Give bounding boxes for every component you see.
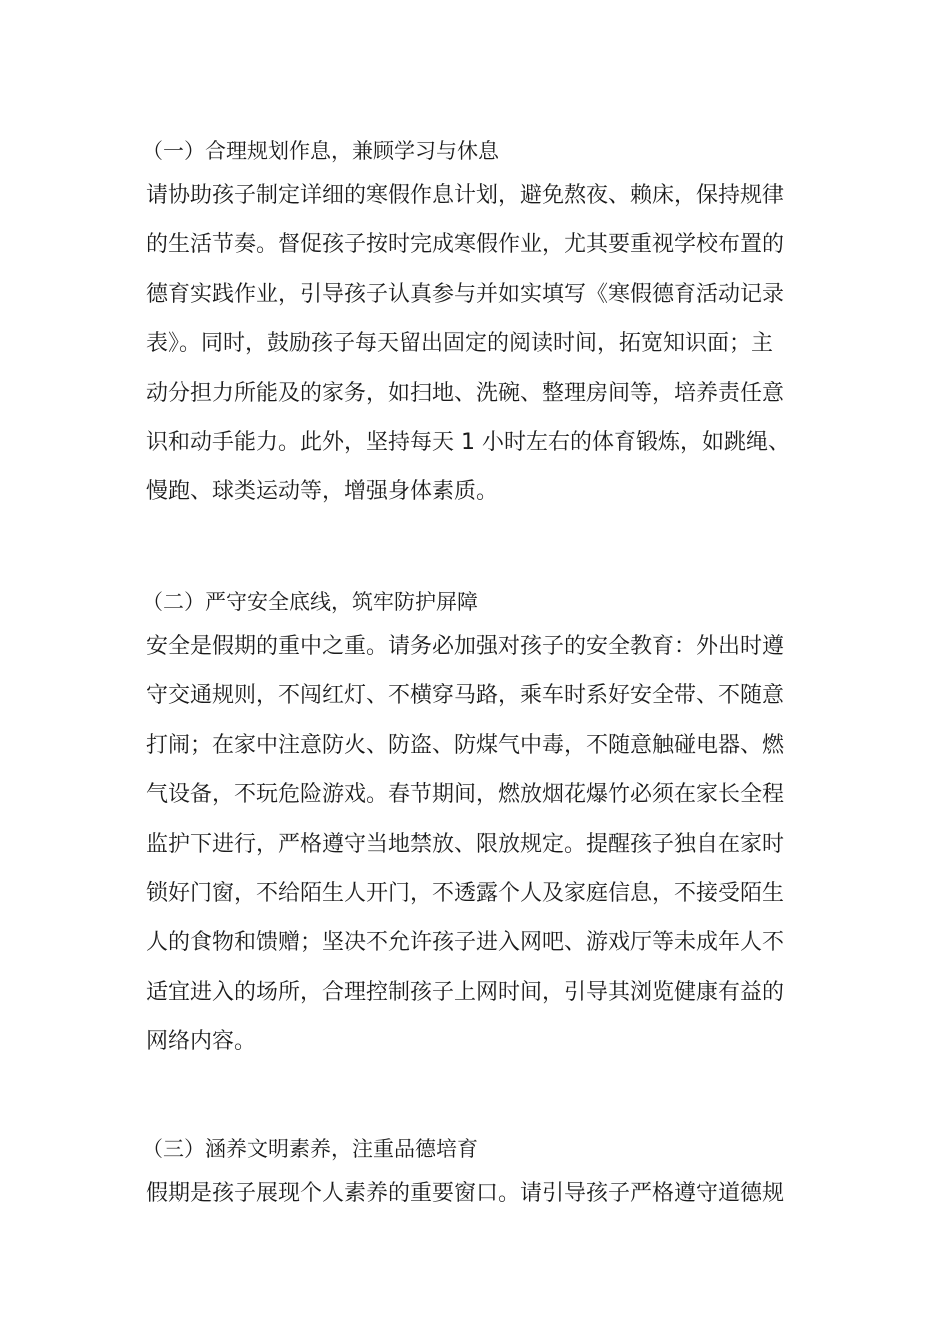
paragraph-line: 安全是假期的重中之重。请务必加强对孩子的安全教育：外出时遵 [146, 634, 785, 659]
paragraph-line: 网络内容。 [146, 1029, 257, 1055]
section-1-heading: （一）合理规划作息，兼顾学习与休息 [142, 139, 499, 163]
section-3 [142, 1134, 808, 1218]
paragraph-line: 锁好门窗，不给陌生人开门，不透露个人及家庭信息，不接受陌生 [146, 880, 785, 906]
paragraph-line: 监护下进行，严格遵守当地禁放、限放规定。提醒孩子独自在家时 [146, 831, 785, 857]
section-3-heading: （三）涵养文明素养，注重品德培育 [142, 1137, 478, 1161]
paragraph-line: 慢跑、球类运动等，增强身体素质。 [146, 479, 499, 505]
paragraph-line: 请协助孩子制定详细的寒假作息计划，避免熬夜、赖床，保持规律 [146, 183, 785, 208]
section-2-paragraph [146, 622, 808, 1067]
paragraph-line: 假期是孩子展现个人素养的重要窗口。请引导孩子严格遵守道德规 [146, 1181, 785, 1206]
paragraph-line: 动分担力所能及的家务，如扫地、洗碗、整理房间等，培养责任意 [146, 380, 785, 406]
section-1-paragraph [146, 171, 808, 517]
paragraph-line: 打闹；在家中注意防火、防盗、防煤气中毒，不随意触碰电器、燃 [146, 732, 785, 758]
paragraph-line: 识和动手能力。此外，坚持每天 1 小时左右的体育锻炼，如跳绳、 [146, 429, 790, 455]
section-3-paragraph [146, 1169, 808, 1218]
paragraph-line: 适宜进入的场所，合理控制孩子上网时间，引导其浏览健康有益的 [146, 979, 785, 1005]
paragraph-line: 德育实践作业，引导孩子认真参与并如实填写《寒假德育活动记录 [146, 281, 785, 307]
paragraph-line: 表》。同时，鼓励孩子每天留出固定的阅读时间，拓宽知识面；主 [146, 331, 774, 357]
paragraph-line: 人的食物和馈赠；坚决不允许孩子进入网吧、游戏厅等未成年人不 [146, 930, 785, 956]
section-2-heading: （二）严守安全底线，筑牢防护屏障 [142, 590, 478, 614]
paragraph-line: 守交通规则，不闯红灯、不横穿马路，乘车时系好安全带、不随意 [146, 683, 785, 709]
paragraph-line: 的生活节奏。督促孩子按时完成寒假作业，尤其要重视学校布置的 [146, 232, 785, 258]
section-2 [142, 587, 808, 1067]
paragraph-line: 气设备，不玩危险游戏。春节期间，燃放烟花爆竹必须在家长全程 [146, 782, 785, 808]
section-1 [142, 136, 808, 517]
